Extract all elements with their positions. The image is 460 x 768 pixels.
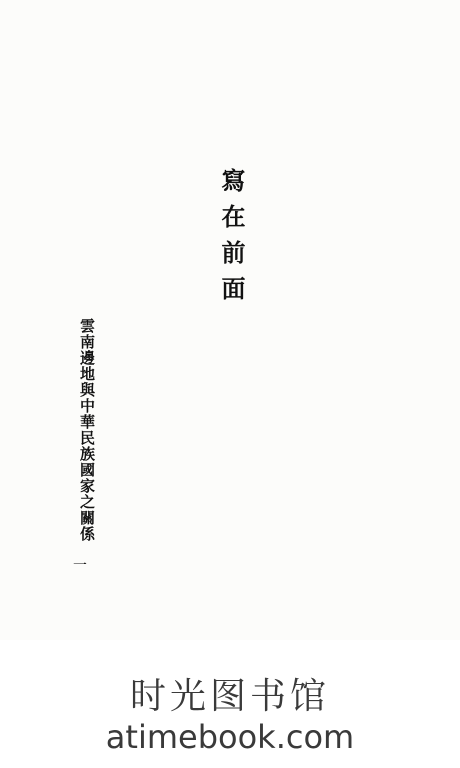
- page-title: 寫在前面: [217, 168, 246, 312]
- page-number: 一: [73, 558, 87, 574]
- book-subtitle: 雲南邊地與中華民族國家之關係: [78, 318, 96, 542]
- watermark-chinese: 时光图书馆: [129, 676, 330, 717]
- watermark-url: atimebook.com: [105, 718, 355, 756]
